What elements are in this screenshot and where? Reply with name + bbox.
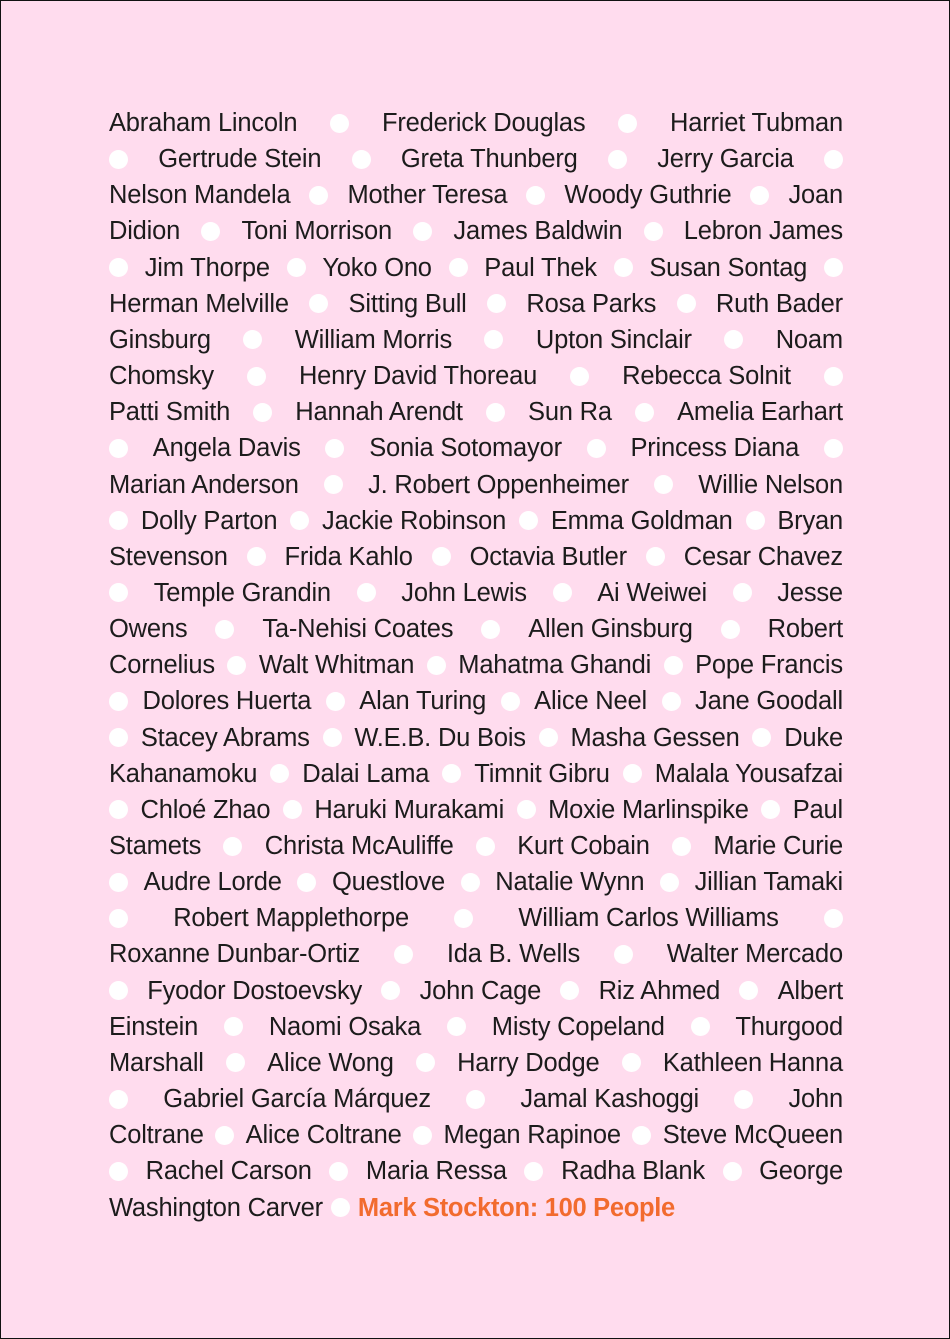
person-name: Washington Carver: [109, 1193, 323, 1222]
person-name: Greta Thunberg: [400, 145, 578, 174]
text-line: [109, 611, 843, 647]
person-name: Duke: [784, 723, 843, 752]
bullet-dot: [622, 1053, 641, 1072]
text-line: [109, 936, 843, 972]
bullet-dot: [109, 728, 128, 747]
person-name: Alice Wong: [267, 1048, 394, 1077]
person-name: Naomi Osaka: [268, 1012, 422, 1041]
person-name: Pope Francis: [695, 651, 843, 680]
person-name: Jane Goodall: [695, 687, 843, 716]
bullet-dot: [614, 945, 633, 964]
person-name: Walt Whitman: [258, 651, 415, 680]
person-name: Radha Blank: [561, 1157, 705, 1186]
bullet-dot: [247, 547, 266, 566]
bullet-dot: [109, 439, 128, 458]
bullet-dot: [824, 439, 843, 458]
person-name: Alan Turing: [359, 687, 487, 716]
bullet-dot: [224, 1017, 243, 1036]
text-line: [109, 141, 843, 177]
person-name: J. Robert Oppenheimer: [368, 470, 629, 499]
person-name: Maria Ressa: [365, 1157, 507, 1186]
person-name: Moxie Marlinspike: [548, 795, 749, 824]
person-name: Mother Teresa: [347, 181, 508, 210]
bullet-dot: [109, 909, 128, 928]
text-line: [109, 286, 843, 322]
person-name: Jerry Garcia: [657, 145, 794, 174]
bullet-dot: [325, 439, 344, 458]
text-line: [109, 1117, 843, 1153]
bullet-dot: [109, 800, 128, 819]
bullet-dot: [481, 620, 500, 639]
person-name: George: [759, 1157, 843, 1186]
bullet-dot: [461, 873, 480, 892]
bullet-dot: [487, 294, 506, 313]
text-line: [109, 683, 843, 719]
bullet-dot: [109, 583, 128, 602]
bullet-dot: [614, 258, 633, 277]
bullet-dot: [484, 330, 503, 349]
person-name: Robert: [767, 615, 843, 644]
person-name: Jamal Kashoggi: [520, 1085, 700, 1114]
bullet-dot: [677, 294, 696, 313]
person-name: Paul Thek: [484, 253, 597, 282]
person-name: Bryan: [777, 506, 843, 535]
person-name: Hannah Arendt: [295, 398, 463, 427]
person-name: John: [788, 1085, 843, 1114]
person-name: Nelson Mandela: [109, 181, 291, 210]
person-name: Dolly Parton: [140, 506, 278, 535]
bullet-dot: [526, 186, 545, 205]
bullet-dot: [524, 1162, 543, 1181]
text-line: [109, 503, 843, 539]
person-name: Toni Morrison: [241, 217, 392, 246]
text-line: [109, 575, 843, 611]
bullet-dot: [201, 222, 220, 241]
bullet-dot: [416, 1053, 435, 1072]
text-line: [109, 467, 843, 503]
person-name: Walter Mercado: [666, 940, 843, 969]
person-name: Kahanamoku: [109, 759, 258, 788]
bullet-dot: [746, 511, 765, 530]
person-name: Lebron James: [683, 217, 843, 246]
bullet-dot: [734, 1090, 753, 1109]
bullet-dot: [570, 367, 589, 386]
text-line: [109, 358, 843, 394]
credit-title: Mark Stockton: 100 People: [357, 1193, 675, 1222]
person-name: Willie Nelson: [698, 470, 843, 499]
text-line: [109, 828, 843, 864]
person-name: Stamets: [109, 832, 202, 860]
person-name: Einstein: [109, 1012, 199, 1041]
bullet-dot: [644, 222, 663, 241]
text-line: [109, 430, 843, 466]
text-line: [109, 973, 843, 1009]
person-name: Sitting Bull: [348, 289, 467, 318]
person-name: Sonia Sotomayor: [369, 434, 562, 463]
text-line: [109, 900, 843, 936]
bullet-dot: [824, 258, 843, 277]
person-name: Marshall: [109, 1048, 204, 1077]
person-name: Joan: [788, 181, 843, 210]
person-name: Natalie Wynn: [495, 868, 645, 897]
person-name: Woody Guthrie: [564, 181, 732, 210]
bullet-dot: [587, 439, 606, 458]
person-name: Ta-Nehisi Coates: [262, 615, 454, 644]
person-name: Timnit Gibru: [474, 759, 610, 788]
text-line: [109, 1081, 843, 1117]
bullet-dot: [227, 656, 246, 675]
bullet-dot: [553, 583, 572, 602]
bullet-dot: [608, 150, 627, 169]
bullet-dot: [660, 873, 679, 892]
bullet-dot: [309, 186, 328, 205]
text-line: [109, 792, 843, 828]
bullet-dot: [691, 1017, 710, 1036]
bullet-dot: [323, 728, 342, 747]
person-name: Misty Copeland: [491, 1012, 665, 1041]
bullet-dot: [287, 258, 306, 277]
person-name: Allen Ginsburg: [528, 615, 693, 644]
person-name: Ruth Bader: [715, 289, 843, 318]
person-name: Paul: [792, 795, 843, 824]
text-line: [109, 105, 843, 141]
bullet-dot: [761, 800, 780, 819]
bullet-dot: [824, 150, 843, 169]
bullet-dot: [632, 1126, 651, 1145]
person-name: Gabriel García Márquez: [163, 1085, 431, 1114]
person-name: Robert Mapplethorpe: [173, 904, 409, 933]
person-name: Amelia Earhart: [677, 398, 843, 427]
bullet-dot: [352, 150, 371, 169]
person-name: Dolores Huerta: [142, 687, 312, 716]
text-line: [109, 250, 843, 286]
bullet-dot: [664, 656, 683, 675]
bullet-dot: [226, 1053, 245, 1072]
person-name: John Lewis: [401, 578, 527, 607]
person-name: Abraham Lincoln: [109, 109, 298, 137]
person-name: Jim Thorpe: [144, 253, 270, 282]
person-name: Harriet Tubman: [670, 109, 843, 137]
person-name: Questlove: [332, 868, 446, 897]
person-name: Ginsburg: [109, 325, 211, 354]
bullet-dot: [476, 837, 495, 856]
bullet-dot: [109, 150, 128, 169]
person-name: Malala Yousafzai: [654, 759, 843, 788]
person-name: Ida B. Wells: [446, 940, 581, 969]
person-name: W.E.B. Du Bois: [354, 723, 526, 752]
bullet-dot: [654, 475, 673, 494]
bullet-dot: [724, 330, 743, 349]
bullet-dot: [223, 837, 242, 856]
text-line: [109, 720, 843, 756]
bullet-dot: [618, 114, 637, 133]
bullet-dot: [721, 620, 740, 639]
text-line: [109, 1190, 843, 1226]
person-name: Jillian Tamaki: [694, 868, 843, 897]
person-name: John Cage: [419, 976, 542, 1005]
person-name: Yoko Ono: [322, 253, 432, 282]
person-name: Stacey Abrams: [140, 723, 310, 752]
text-line: [109, 322, 843, 358]
bullet-dot: [501, 692, 520, 711]
bullet-dot: [413, 222, 432, 241]
bullet-dot: [109, 511, 128, 530]
person-name: Chloé Zhao: [140, 795, 271, 824]
person-name: Noam: [775, 325, 843, 354]
bullet-dot: [324, 475, 343, 494]
person-name: Jesse: [777, 578, 843, 607]
bullet-dot: [326, 692, 345, 711]
bullet-dot: [466, 1090, 485, 1109]
person-name: William Carlos Williams: [518, 904, 779, 933]
person-name: Didion: [109, 217, 181, 246]
person-name: Stevenson: [109, 542, 228, 571]
bullet-dot: [447, 1017, 466, 1036]
person-name: Thurgood: [735, 1012, 843, 1041]
bullet-dot: [330, 114, 349, 133]
bullet-dot: [329, 1162, 348, 1181]
person-name: Coltrane: [109, 1121, 204, 1150]
person-name: Dalai Lama: [302, 759, 430, 788]
bullet-dot: [394, 945, 413, 964]
person-name: Jackie Robinson: [322, 506, 507, 535]
bullet-dot: [824, 367, 843, 386]
bullet-dot: [560, 981, 579, 1000]
person-name: Henry David Thoreau: [298, 362, 538, 391]
bullet-dot: [109, 981, 128, 1000]
person-name: Alice Coltrane: [245, 1121, 402, 1150]
person-name: Herman Melville: [109, 289, 289, 318]
person-name: Mahatma Ghandi: [458, 651, 652, 680]
bullet-dot: [215, 620, 234, 639]
bullet-dot: [247, 367, 266, 386]
bullet-dot: [672, 837, 691, 856]
bullet-dot: [109, 258, 128, 277]
person-name: Emma Goldman: [550, 506, 733, 535]
bullet-dot: [519, 511, 538, 530]
bullet-dot: [297, 873, 316, 892]
person-name: Alice Neel: [534, 687, 647, 716]
person-name: Rachel Carson: [145, 1157, 312, 1186]
bullet-dot: [357, 583, 376, 602]
person-name: Owens: [109, 615, 188, 644]
person-name: Patti Smith: [109, 398, 231, 427]
person-name: Audre Lorde: [143, 868, 282, 897]
person-name: Albert: [777, 976, 843, 1005]
person-name: Cesar Chavez: [683, 542, 843, 571]
person-name: Masha Gessen: [570, 723, 740, 752]
text-line: [109, 539, 843, 575]
person-name: Fyodor Dostoevsky: [147, 976, 363, 1005]
person-name: Frida Kahlo: [284, 542, 413, 571]
bullet-dot: [539, 728, 558, 747]
bullet-dot: [215, 1126, 234, 1145]
text-line: [109, 213, 843, 249]
bullet-dot: [442, 764, 461, 783]
person-name: Frederick Douglas: [381, 109, 586, 137]
bullet-dot: [109, 1162, 128, 1181]
bullet-dot: [454, 909, 473, 928]
person-name: Angela Davis: [152, 434, 301, 463]
person-name: James Baldwin: [453, 217, 623, 246]
bullet-dot: [253, 403, 272, 422]
person-name: Sun Ra: [528, 398, 612, 427]
person-name: Upton Sinclair: [535, 325, 692, 354]
person-name: Gertrude Stein: [158, 145, 322, 174]
bullet-dot: [623, 764, 642, 783]
person-name: Cornelius: [109, 651, 215, 680]
text-line: [109, 647, 843, 683]
person-name: Christa McAuliffe: [264, 832, 454, 860]
person-name: Megan Rapinoe: [443, 1121, 621, 1150]
person-name: Ai Weiwei: [597, 578, 707, 607]
person-name: Kathleen Hanna: [662, 1048, 843, 1077]
bullet-dot: [646, 547, 665, 566]
person-name: Kurt Cobain: [517, 832, 650, 860]
bullet-dot: [824, 909, 843, 928]
text-line: [109, 864, 843, 900]
person-name: Rebecca Solnit: [622, 362, 791, 391]
bullet-dot: [427, 656, 446, 675]
person-name: Riz Ahmed: [598, 976, 721, 1005]
bullet-dot: [733, 583, 752, 602]
bullet-dot: [109, 873, 128, 892]
person-name: Temple Grandin: [153, 578, 331, 607]
person-name: Harry Dodge: [457, 1048, 600, 1077]
bullet-dot: [752, 728, 771, 747]
text-line: [109, 1045, 843, 1081]
bullet-dot: [109, 1090, 128, 1109]
bullet-dot: [331, 1198, 350, 1217]
bullet-dot: [270, 764, 289, 783]
text-line: [109, 394, 843, 430]
bullet-dot: [662, 692, 681, 711]
bullet-dot: [723, 1162, 742, 1181]
bullet-dot: [750, 186, 769, 205]
person-name: Rosa Parks: [526, 289, 657, 318]
bullet-dot: [290, 511, 309, 530]
bullet-dot: [109, 692, 128, 711]
bullet-dot: [517, 800, 536, 819]
person-name: Princess Diana: [630, 434, 800, 463]
bullet-dot: [413, 1126, 432, 1145]
text-line: [109, 1009, 843, 1045]
text-line: [109, 1153, 843, 1189]
person-name: Marian Anderson: [109, 470, 299, 499]
person-name: Marie Curie: [713, 832, 843, 860]
bullet-dot: [486, 403, 505, 422]
person-name: Haruki Murakami: [314, 795, 505, 824]
bullet-dot: [283, 800, 302, 819]
bullet-dot: [449, 258, 468, 277]
bullet-dot: [243, 330, 262, 349]
person-name: Susan Sontag: [649, 253, 808, 282]
text-line: [109, 177, 843, 213]
bullet-dot: [432, 547, 451, 566]
bullet-dot: [635, 403, 654, 422]
bullet-dot: [739, 981, 758, 1000]
person-name: Chomsky: [109, 362, 214, 391]
person-name: Roxanne Dunbar-Ortiz: [109, 940, 361, 969]
bullet-dot: [381, 981, 400, 1000]
bullet-dot: [309, 294, 328, 313]
person-name: Steve McQueen: [662, 1121, 843, 1150]
person-name: William Morris: [294, 325, 453, 354]
person-name: Octavia Butler: [469, 542, 627, 571]
text-line: [109, 756, 843, 792]
